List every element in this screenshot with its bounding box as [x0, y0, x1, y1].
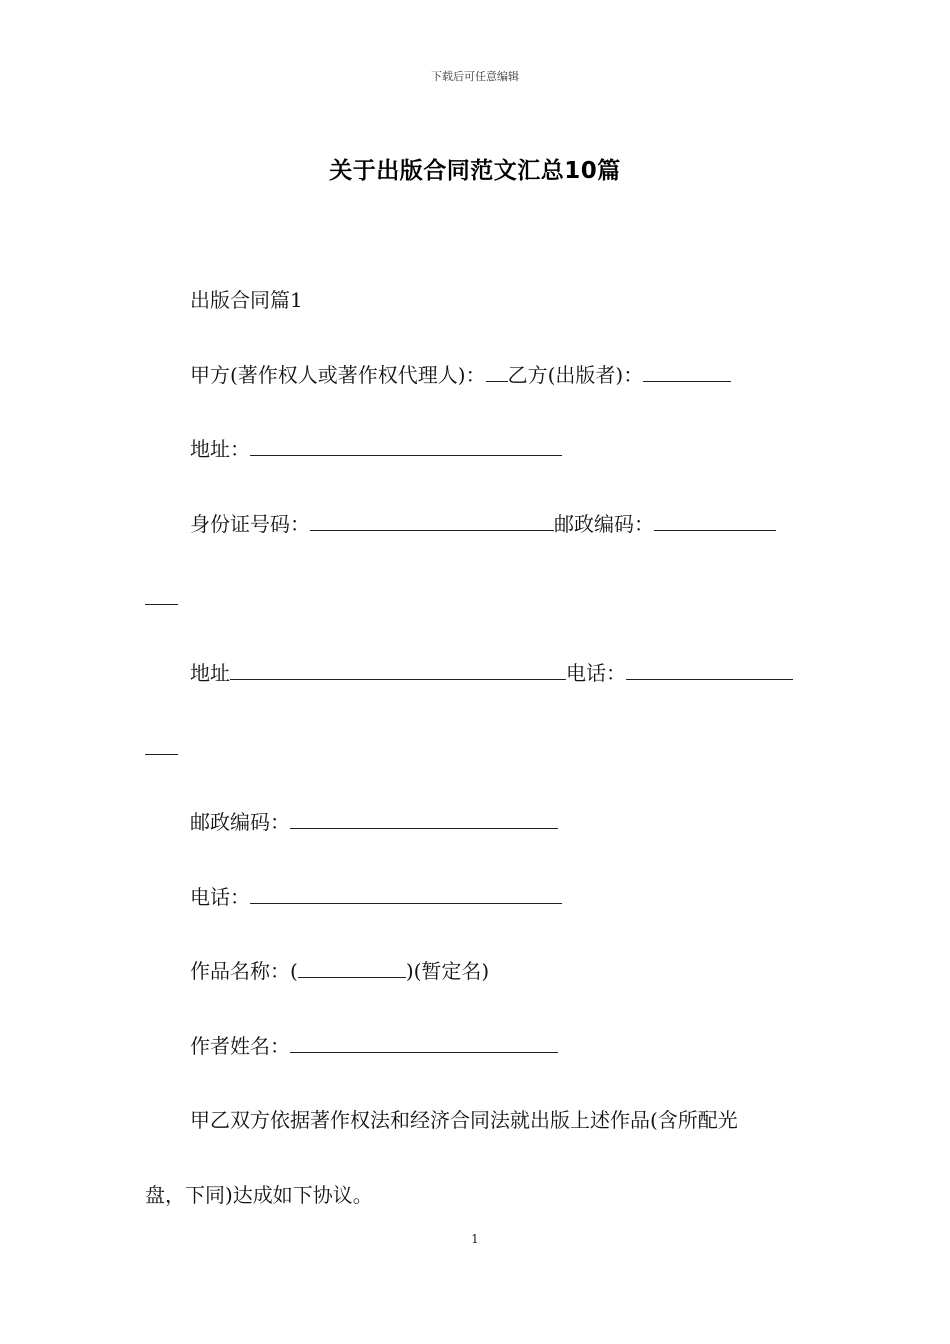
id-number-label: 身份证号码： — [190, 512, 310, 536]
party-b-label: 乙方(出版者)： — [507, 363, 644, 387]
phone-blank-continuation[interactable] — [145, 734, 178, 755]
agreement-text-line-1: 甲乙双方依据著作权法和经济合同法就出版上述作品(含所配光 — [190, 1108, 738, 1132]
party-row — [190, 361, 731, 389]
phone2-row — [190, 883, 562, 911]
address-blank[interactable] — [250, 435, 562, 456]
id-postcode-row — [190, 510, 776, 538]
phone-label: 电话： — [566, 661, 626, 685]
section-heading: 出版合同篇1 — [190, 288, 303, 312]
postcode-blank-continuation-row — [145, 584, 178, 612]
work-title-label: 作品名称： — [190, 959, 290, 983]
work-title-close: )(暂定名) — [405, 959, 490, 983]
postcode-blank-continuation[interactable] — [145, 584, 178, 605]
postcode2-blank[interactable] — [290, 808, 558, 829]
author-label: 作者姓名： — [190, 1034, 290, 1058]
address-phone-row — [190, 659, 793, 687]
id-number-blank[interactable] — [310, 510, 554, 531]
address2-label: 地址 — [190, 661, 230, 685]
work-title-blank[interactable] — [298, 957, 406, 978]
party-b-blank[interactable] — [643, 361, 731, 382]
author-row — [190, 1032, 558, 1060]
address-row — [190, 435, 562, 463]
work-title-open-paren: ( — [290, 959, 298, 983]
phone-blank-continuation-row — [145, 734, 178, 762]
phone-blank[interactable] — [626, 659, 793, 680]
document-title: 关于出版合同范文汇总10篇 — [329, 158, 621, 184]
phone2-blank[interactable] — [250, 883, 562, 904]
page-header-note: 下载后可任意编辑 — [431, 70, 519, 83]
postcode2-row — [190, 808, 558, 836]
postcode-blank[interactable] — [654, 510, 776, 531]
page-number: 1 — [471, 1232, 479, 1246]
address2-blank[interactable] — [230, 659, 566, 680]
party-a-label: 甲方(著作权人或著作权代理人)： — [190, 363, 486, 387]
postcode-label: 邮政编码： — [554, 512, 654, 536]
author-blank[interactable] — [290, 1032, 558, 1053]
party-a-blank[interactable] — [486, 361, 508, 382]
postcode2-label: 邮政编码： — [190, 810, 290, 834]
agreement-text-line-2: 盘，下同)达成如下协议。 — [145, 1183, 373, 1207]
address-label: 地址： — [190, 437, 250, 461]
phone2-label: 电话： — [190, 885, 250, 909]
work-title-row — [190, 957, 489, 985]
